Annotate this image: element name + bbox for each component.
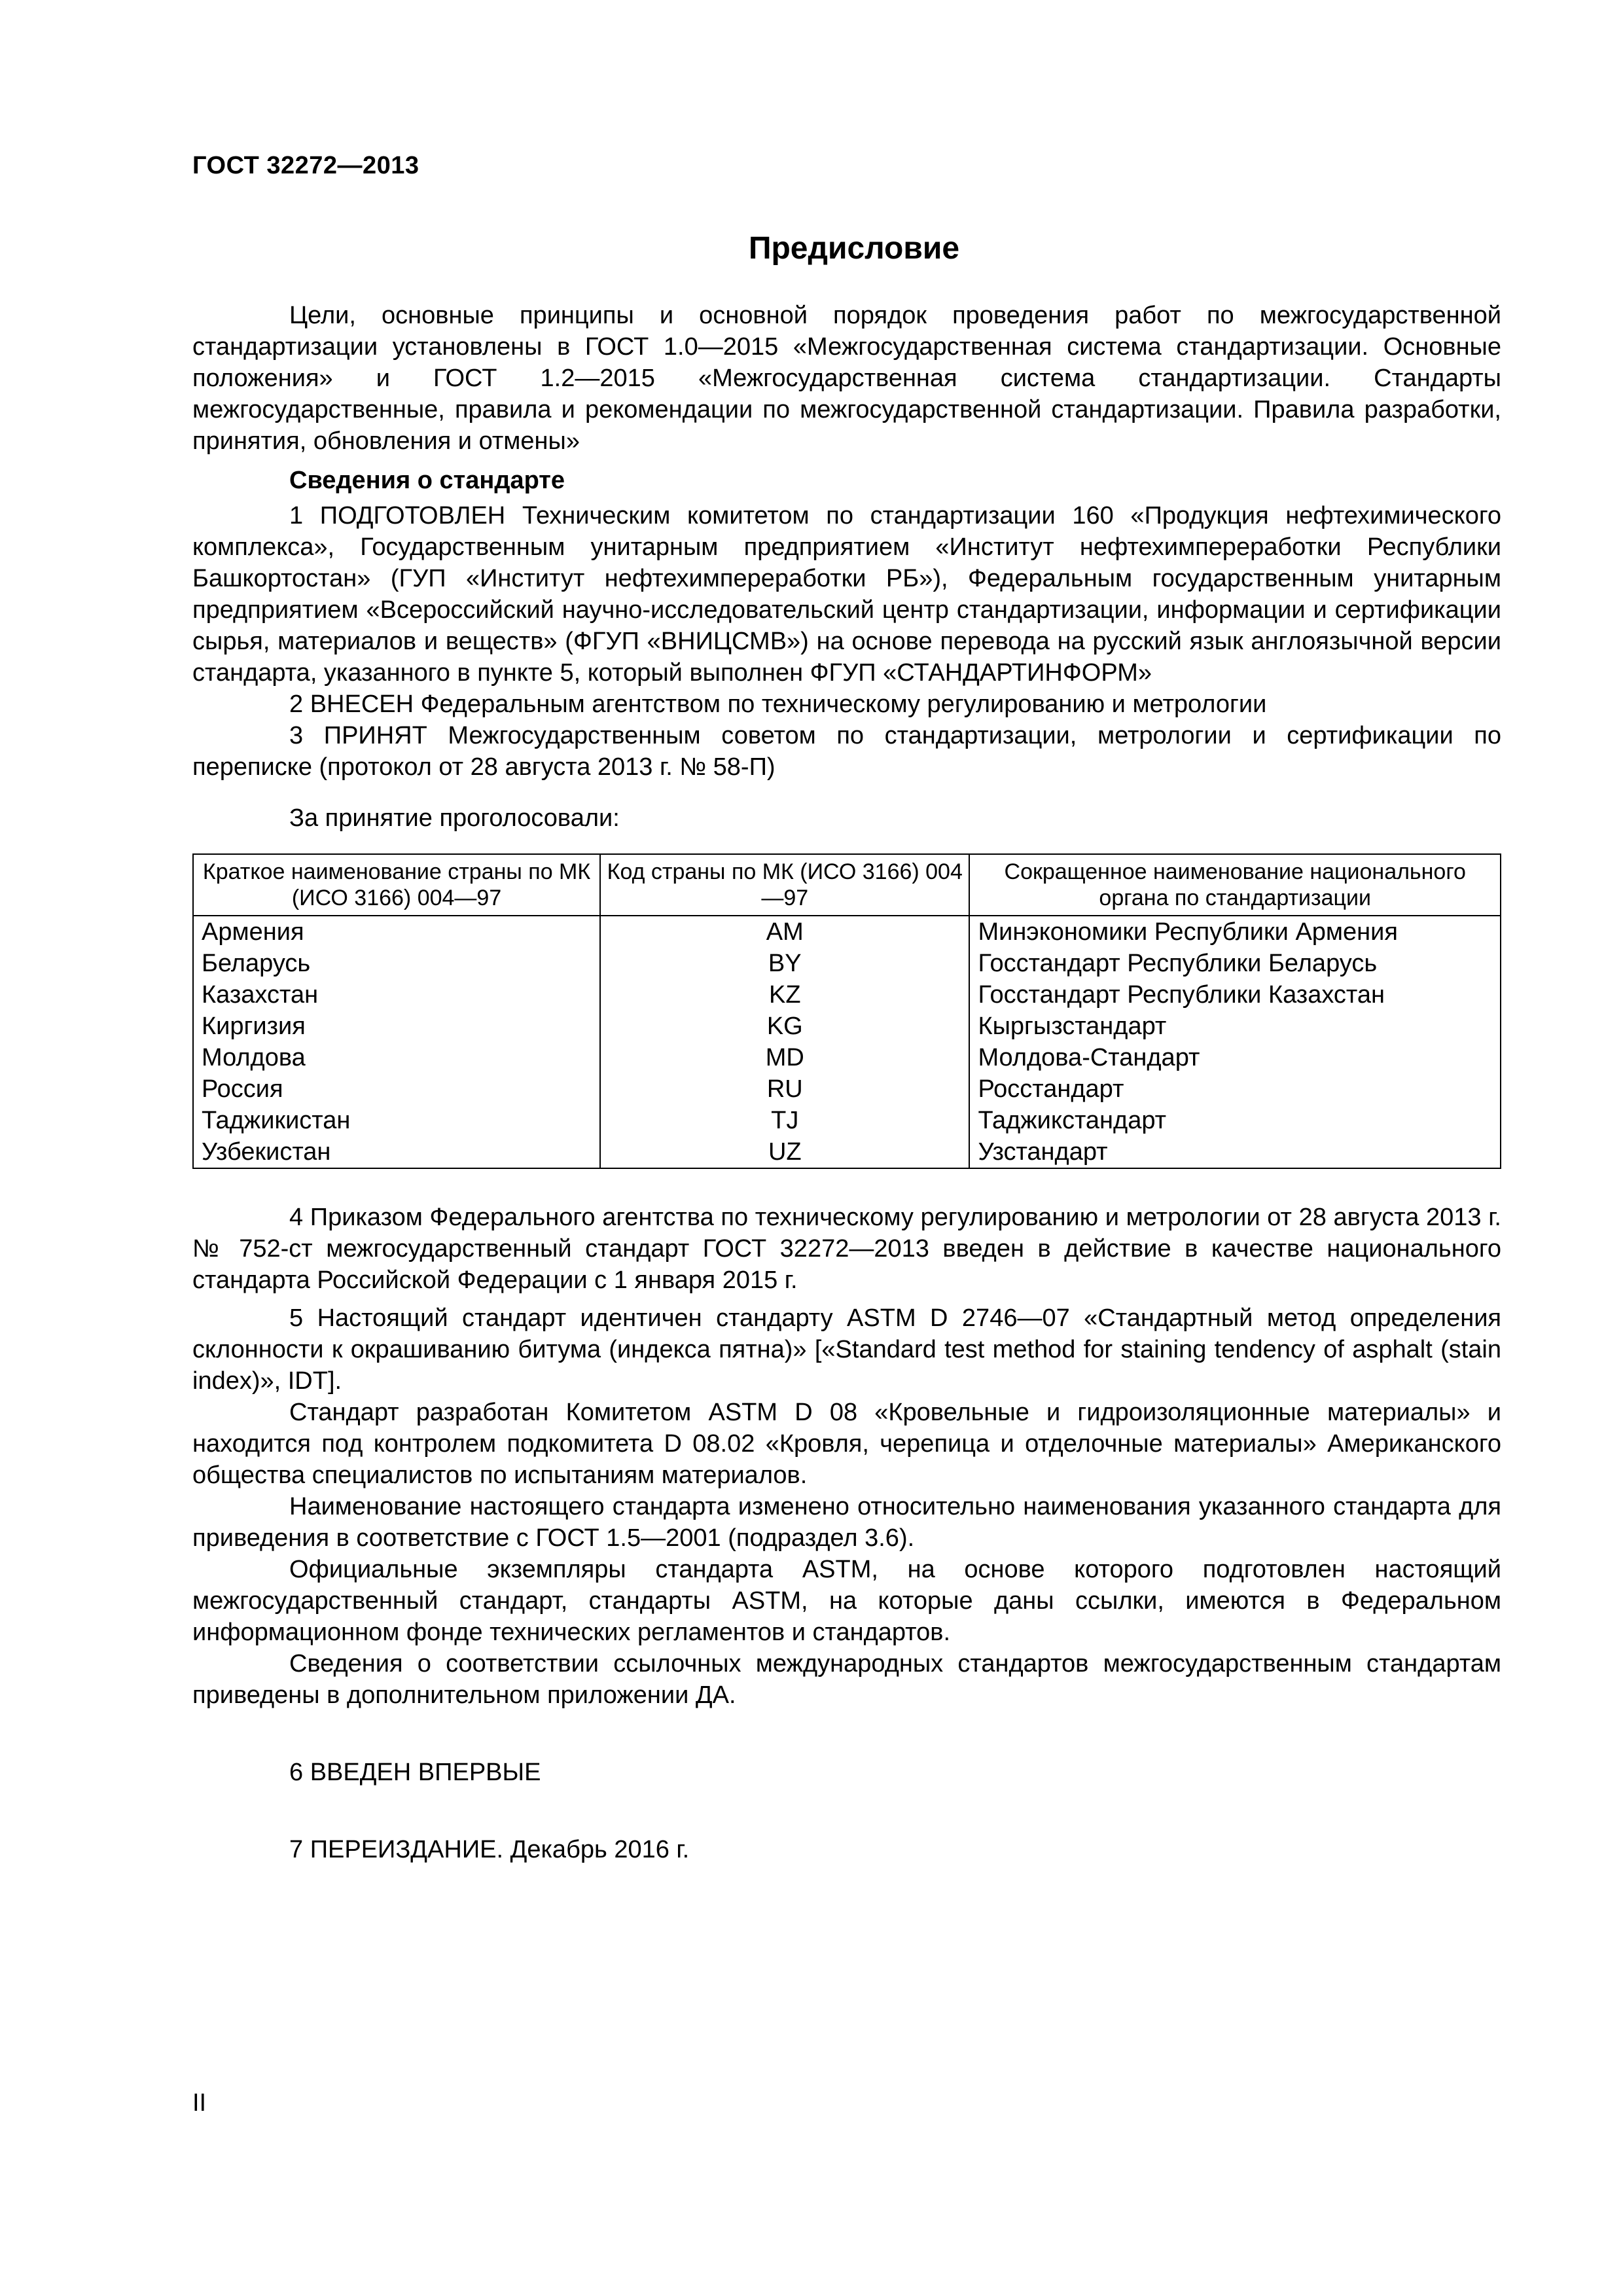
country-code-cell: MD <box>600 1042 969 1073</box>
country-name-cell: Узбекистан <box>193 1136 600 1168</box>
country-name-cell: Казахстан <box>193 979 600 1011</box>
country-code-cell: KZ <box>600 979 969 1011</box>
country-name-cell: Россия <box>193 1073 600 1105</box>
voting-table-header-row <box>193 854 1501 916</box>
document-body <box>192 300 1501 1865</box>
standards-body-cell: Молдова-Стандарт <box>969 1042 1501 1073</box>
header-country-name: Краткое наименование страны по МК (ИСО 3166) 004—97 <box>193 854 600 916</box>
item-3-paragraph: 3 ПРИНЯТ Межгосударственным советом по стандартизации, метрологии и сертификации по переписке (протокол от 28 августа 2013 г. № 58-П) <box>192 722 1501 781</box>
item-7-paragraph: 7 ПЕРЕИЗДАНИЕ. Декабрь 2016 г. <box>289 1836 690 1863</box>
standards-body-cell: Кыргызстандарт <box>969 1011 1501 1042</box>
header-country-code: Код страны по МК (ИСО 3166) 004—97 <box>600 854 969 916</box>
standards-body-cell: Минэкономики Республики Армения <box>969 916 1501 948</box>
country-name-cell: Армения <box>193 916 600 948</box>
item-5-official-copies-paragraph: Официальные экземпляры стандарта ASTM, на основе которого подготовлен настоящий межгосударственный стандарт, стандарты ASTM, на которые даны ссылки, имеются в Федеральном информационном фонде технических регламентов и стандартов. <box>192 1556 1501 1646</box>
info-heading: Сведения о стандарте <box>289 467 565 494</box>
standards-body-cell: Госстандарт Республики Беларусь <box>969 948 1501 979</box>
item-6-paragraph: 6 ВВЕДЕН ВПЕРВЫЕ <box>289 1759 541 1786</box>
country-name-cell: Беларусь <box>193 948 600 979</box>
page-number: II <box>192 2089 207 2117</box>
table-row <box>193 1011 1501 1042</box>
country-code-cell: UZ <box>600 1136 969 1168</box>
country-code-cell: KG <box>600 1011 969 1042</box>
table-row <box>193 979 1501 1011</box>
table-row <box>193 948 1501 979</box>
table-row <box>193 916 1501 948</box>
voting-table <box>192 853 1501 1169</box>
page-title: Предисловие <box>748 231 960 266</box>
intro-paragraph: Цели, основные принципы и основной порядок проведения работ по межгосударственной стандартизации установлены в ГОСТ 1.0—2015 «Межгосударственная система стандартизации. Основные положения» и ГОСТ 1.2—2015 «Межгосударственная система стандартизации. Стандарты межгосударственные, правила и рекомендации по межгосударственной стандартизации. Правила разработки, принятия, обновления и отмены» <box>192 302 1501 455</box>
country-code-cell: AM <box>600 916 969 948</box>
item-5-paragraph: 5 Настоящий стандарт идентичен стандарту ASTM D 2746—07 «Стандартный метод определения склонности к окрашиванию битума (индекса пятна)» [«Standard test method for staining tendency of asphalt (stain index)», IDT]. <box>192 1304 1501 1395</box>
standards-body-cell: Таджикстандарт <box>969 1105 1501 1136</box>
item-5-title-change-paragraph: Наименование настоящего стандарта изменено относительно наименования указанного стандарта для приведения в соответствие с ГОСТ 1.5—2001 (подраздел 3.6). <box>192 1493 1501 1552</box>
item-2-paragraph: 2 ВНЕСЕН Федеральным агентством по техническому регулированию и метрологии <box>289 691 1267 718</box>
country-code-cell: BY <box>600 948 969 979</box>
item-5-committee-paragraph: Стандарт разработан Комитетом ASTM D 08 «Кровельные и гидроизоляционные материалы» и находится под контролем подкомитета D 08.02 «Кровля, черепица и отделочные материалы» Американского общества специалистов по испытаниям материалов. <box>192 1399 1501 1489</box>
item-1-paragraph: 1 ПОДГОТОВЛЕН Техническим комитетом по стандартизации 160 «Продукция нефтехимического комплекса», Государственным унитарным предприятием «Институт нефтехимпереработки Республики Башкортостан» (ГУП «Институт нефтехимпереработки РБ»), Федеральным государственным унитарным предприятием «Всероссийский научно-исследовательский центр стандартизации, информации и сертификации сырья, материалов и веществ» (ФГУП «ВНИЦСМВ») на основе перевода на русский язык англоязычной версии стандарта, указанного в пункте 5, который выполнен ФГУП «СТАНДАРТИНФОРМ» <box>192 502 1501 687</box>
country-code-cell: TJ <box>600 1105 969 1136</box>
table-row <box>193 1136 1501 1168</box>
standard-code-header: ГОСТ 32272—2013 <box>192 152 419 179</box>
header-standards-body: Сокращенное наименование национального органа по стандартизации <box>969 854 1501 916</box>
table-row <box>193 1042 1501 1073</box>
standards-body-cell: Росстандарт <box>969 1073 1501 1105</box>
item-5-references-paragraph: Сведения о соответствии ссылочных международных стандартов межгосударственным стандартам приведены в дополнительном приложении ДА. <box>192 1650 1501 1709</box>
country-name-cell: Таджикистан <box>193 1105 600 1136</box>
country-code-cell: RU <box>600 1073 969 1105</box>
item-4-paragraph: 4 Приказом Федерального агентства по техническому регулированию и метрологии от 28 августа 2013 г. № 752-ст межгосударственный стандарт ГОСТ 32272—2013 введен в действие в качестве национального стандарта Российской Федерации с 1 января 2015 г. <box>192 1204 1501 1294</box>
country-name-cell: Киргизия <box>193 1011 600 1042</box>
table-row <box>193 1073 1501 1105</box>
standards-body-cell: Госстандарт Республики Казахстан <box>969 979 1501 1011</box>
country-name-cell: Молдова <box>193 1042 600 1073</box>
voted-label: За принятие проголосовали: <box>289 804 620 832</box>
standards-body-cell: Узстандарт <box>969 1136 1501 1168</box>
table-row <box>193 1105 1501 1136</box>
